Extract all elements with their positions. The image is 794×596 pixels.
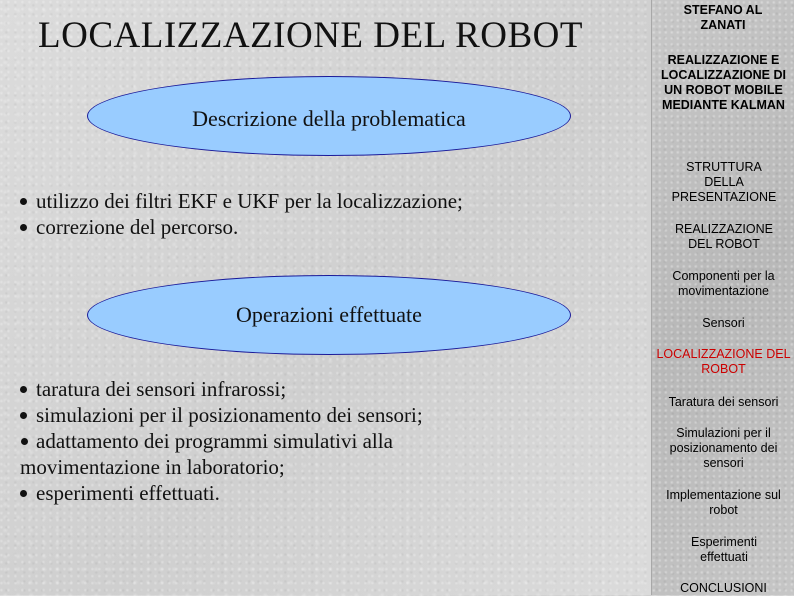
sidebar-item-movement-components[interactable]: Componenti per la movimentazione <box>672 269 775 298</box>
section-label-problem: Descrizione della problematica <box>192 106 466 131</box>
sidebar-item-robot-build[interactable]: REALIZZAZIONE DEL ROBOT <box>675 222 773 251</box>
section-ellipse-problem <box>87 76 571 156</box>
bullet-icon <box>20 412 27 419</box>
navigation-sidebar <box>651 0 794 595</box>
sidebar-item-sensor-calibration[interactable]: Taratura dei sensori <box>668 395 779 409</box>
sidebar-item-sensor-simulations[interactable]: Simulazioni per il posizionamento dei sensori <box>669 426 778 470</box>
sidebar-item-localization[interactable]: LOCALIZZAZIONE DEL ROBOT <box>656 347 791 376</box>
sidebar-item-conclusions[interactable]: CONCLUSIONI <box>680 581 767 595</box>
sidebar-item-implementation[interactable]: Implementazione sul robot <box>666 488 781 517</box>
bullet-icon <box>21 438 28 445</box>
list-item: simulazioni per il posizionamento dei sensori; <box>20 402 520 428</box>
problem-bullet-list <box>20 188 620 240</box>
sidebar-author: STEFANO AL ZANATI <box>683 3 763 32</box>
bullet-icon <box>20 224 27 231</box>
list-item: adattamento dei programmi simulativi alla movimentazione in laboratorio; <box>20 429 393 479</box>
sidebar-item-structure[interactable]: STRUTTURA DELLA PRESENTAZIONE <box>671 160 777 204</box>
section-label-operations: Operazioni effettuate <box>236 302 422 327</box>
bullet-icon <box>20 386 27 393</box>
bullet-icon <box>20 198 27 205</box>
list-item: utilizzo dei filtri EKF e UKF per la localizzazione; <box>20 188 620 214</box>
bullet-icon <box>20 490 27 497</box>
section-ellipse-operations <box>87 275 571 355</box>
operations-bullet-list <box>20 376 520 506</box>
list-item: taratura dei sensori infrarossi; <box>20 376 520 402</box>
sidebar-item-title[interactable]: REALIZZAZIONE E LOCALIZZAZIONE DI UN ROBOT MOBILE MEDIANTE KALMAN <box>661 53 786 112</box>
sidebar-item-experiments[interactable]: Esperimenti effettuati <box>691 535 757 564</box>
sidebar-item-sensors[interactable]: Sensori <box>702 316 745 330</box>
list-item: correzione del percorso. <box>20 214 620 240</box>
slide-title: LOCALIZZAZIONE DEL ROBOT <box>38 15 583 56</box>
list-item: esperimenti effettuati. <box>20 480 520 506</box>
